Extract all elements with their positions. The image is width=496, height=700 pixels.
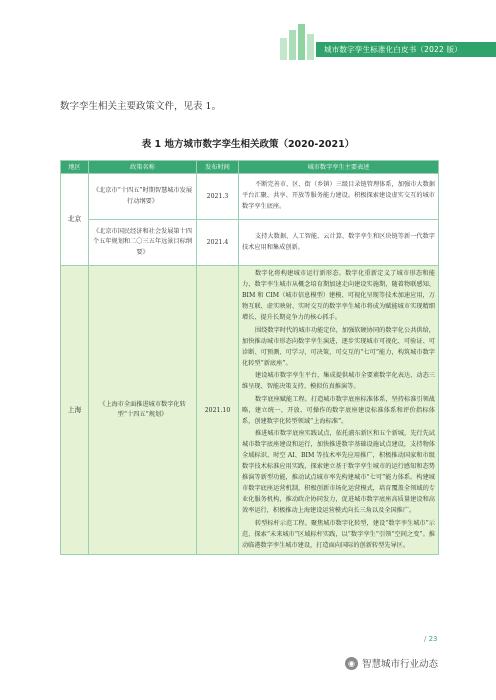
release-time: 2021.4 [197, 220, 239, 266]
statement-paragraph: 建设城市数字孪生平台，集成提供城市全要素数字化表达、动态三维呈现、智能决策支持、模拟仿真推演等。 [242, 372, 435, 390]
header-main-statement: 城市数字孪生主要表述 [239, 161, 439, 174]
header-banner: 城市数字孪生标准化白皮书（2022 版） [316, 42, 496, 57]
table-header-row [61, 161, 439, 174]
header-policy-name: 政策名称 [89, 161, 197, 174]
table-caption: 表 1 地方城市数字孪生相关政策（2020-2021） [141, 139, 355, 150]
policy-title: 《北京市国民经济和社会发展第十四个五年规划和二〇三五年远景目标纲要》 [89, 220, 197, 266]
statement-paragraph: 支持大数据、人工智能、云计算、数字孪生和区块链等新一代数字技术应用和集成创新。 [242, 232, 435, 251]
statement-paragraph: 数字化将构建城市运行新形态。数字化重新定义了城市形态和能力，数字孪生城市从概念培育期加速走向建设实施期，随着物联感知、BIM 和 CIM（城市信息模型）建模、可视化呈现等技术加速应用，万物互联、虚实映射、实时交互的数字孪生城市将成为赋能城市实现精细增长、提升长期竞争力的核心抓手。 [242, 270, 435, 321]
brand-watermark [345, 656, 438, 670]
policy-title: 《北京市“十四五”时期智慧城市发展行动纲要》 [89, 174, 197, 220]
policy-table [60, 160, 439, 555]
policy-statement [239, 266, 439, 555]
statement-paragraph: 推进城市数字底座实践试点，依托浦东新区和五个新城，先行先试城市数字底座建设和运行，加快推进数字基础设施试点建设，支持物体全域标识、时空 AI、BIM 等技术率先应用推广，积极推动国家和市级数字技术标准应用实践，探索建立基于数字孪生城市的运行感知和态势推演等新型功能，推动试点城市率先构建城市“七可”能力体系。构建城市数字底座运营机制，积极创新市场化运营模式，培育覆盖全领域的专业化服务机构，推动政企协同发力，促进城市数字底座高质量建设和高效率运行，积极推动上海建设运营模式向长三角以及全国推广。 [242, 430, 435, 514]
statement-paragraph: 不断完善市、区、街（乡镇）三级目录链管理体系，加强市大数据平台汇聚、共享、开放等服务能力建设。积极探索建设虚实交互的城市数字孪生底座。 [242, 181, 435, 211]
statement-paragraph: 数字底座赋能工程。打造城市数字底座标准体系，坚持标准引领战略，建立统一、开放、可操作的数字底座建设标准体系和评价指标体系，创建数字化转型领域“上海标准”。 [242, 395, 435, 425]
header-release-time: 发布时间 [197, 161, 239, 174]
region-shanghai: 上海 [61, 266, 89, 555]
page-number: / 23 [424, 635, 438, 643]
wechat-logo-icon: ◉ [345, 657, 358, 670]
table-row [61, 220, 439, 266]
brand-text: 智慧城市行业动态 [362, 659, 439, 670]
table-row [61, 174, 439, 220]
policy-title: 《上海市全面推进城市数字化转型“十四五”规划》 [89, 266, 197, 555]
policy-statement [239, 174, 439, 220]
statement-paragraph: 转型标杆示范工程。聚焦城市数字化转型，建设“数字孪生城市”示范，探索“未来城市”区域标杆实践，以“数字孪生”引领“空间之变”。推动临港数字孪生城市建设，打造面向国际的创新转型先导区。 [242, 519, 435, 549]
release-time: 2021.3 [197, 174, 239, 220]
release-time: 2021.10 [197, 266, 239, 555]
statement-paragraph: 围绕数字时代的城市功能定位，加强软硬协同的数字化公共供给，加快推动城市形态向数字孪生演进，逐步实现城市可视化、可验证、可诊断、可预测、可学习、可决策，可交互的“七可”能力，构筑城市数字化转型“新底座”。 [242, 326, 435, 367]
header-region: 地区 [61, 161, 89, 174]
intro-paragraph: 数字孪生相关主要政策文件，见表 1。 [60, 101, 222, 112]
policy-statement [239, 220, 439, 266]
region-beijing: 北京 [61, 174, 89, 266]
table-row [61, 266, 439, 555]
